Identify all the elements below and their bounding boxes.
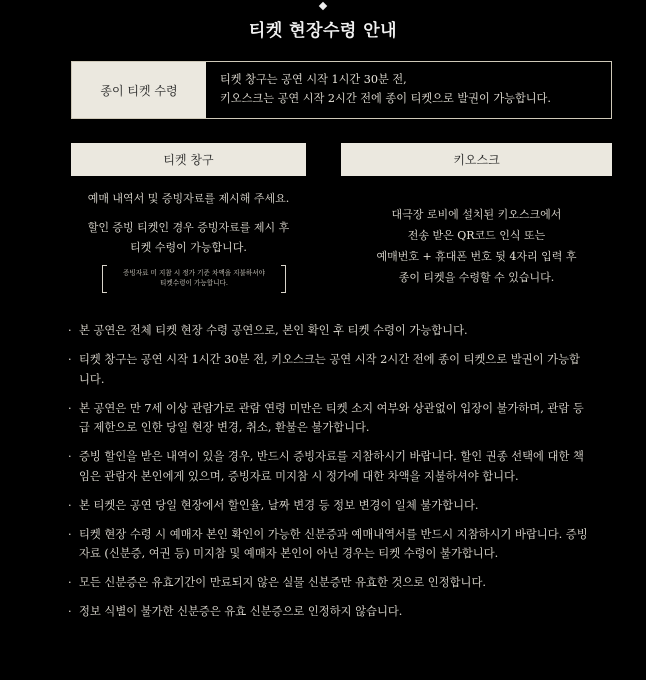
- discount-line: 할인 증빙 티켓인 경우 증빙자료를 제시 후: [87, 221, 290, 234]
- ticket-counter-heading: 티켓 창구: [71, 143, 306, 176]
- bracket-note-line: 증빙자료 미 지참 시 정가 기준 차액을 지불하셔야: [122, 269, 266, 277]
- notice-item: · 본 공연은 만 7세 이상 관람가로 관람 연령 미만은 티켓 소지 여부와 상관없이 입장이 불가하며, 관람 등급 제한으로 인한 당일 현장 변경, 취소, 환불은 불가합니다.: [68, 399, 588, 438]
- kiosk-line: 종이 티켓을 수령할 수 있습니다.: [398, 271, 555, 284]
- kiosk-instructions: [341, 204, 612, 288]
- summary-line: 티켓 창구는 공연 시작 1시간 30분 전,: [220, 73, 407, 86]
- diamond-ornament-icon: [319, 2, 327, 10]
- discount-line: 티켓 수령이 가능합니다.: [130, 241, 247, 254]
- notice-item: · 증빙 할인을 받은 내역이 있을 경우, 반드시 증빙자료를 지참하시기 바랍니다. 할인 권종 선택에 대한 책임은 관람자 본인에게 있으며, 증빙자료 미지참 시 정가에 대한 차액을 지불하셔야 합니다.: [68, 447, 588, 486]
- notice-list: [68, 321, 588, 631]
- left-bracket: [102, 265, 107, 293]
- summary-line: 키오스크는 공연 시작 2시간 전에 종이 티켓으로 발권이 가능합니다.: [220, 92, 551, 105]
- kiosk-heading: 키오스크: [341, 143, 612, 176]
- notice-item: · 본 공연은 전체 티켓 현장 수령 공연으로, 본인 확인 후 티켓 수령이 가능합니다.: [68, 321, 588, 341]
- right-bracket: [281, 265, 286, 293]
- bracket-note-line: 티켓수령이 가능합니다.: [160, 279, 228, 287]
- ticket-counter-instruction: 예매 내역서 및 증빙자료를 제시해 주세요.: [87, 192, 290, 205]
- kiosk-line: 전송 받은 QR코드 인식 또는: [407, 229, 546, 242]
- summary-text: [206, 62, 611, 118]
- summary-label: 종이 티켓 수령: [72, 62, 206, 118]
- notice-item: · 티켓 창구는 공연 시작 1시간 30분 전, 키오스크는 공연 시작 2시간 전에 종이 티켓으로 발권이 가능합니다.: [68, 350, 588, 389]
- page-title: 티켓 현장수령 안내: [248, 21, 398, 41]
- notice-item: · 정보 식별이 불가한 신분증은 유효 신분증으로 인정하지 않습니다.: [68, 602, 588, 622]
- notice-item: · 모든 신분증은 유효기간이 만료되지 않은 실물 신분증만 유효한 것으로 인정합니다.: [68, 573, 588, 593]
- notice-item: · 티켓 현장 수령 시 예매자 본인 확인이 가능한 신분증과 예매내역서를 반드시 지참하시기 바랍니다. 증빙자료 (신분증, 여권 등) 미지참 및 예매자 본인이 아닌 경우는 티켓 수령이 불가합니다.: [68, 525, 588, 564]
- bracket-note: [102, 265, 286, 293]
- ticket-counter-discount-info: [71, 218, 306, 258]
- kiosk-line: 대극장 로비에 설치된 키오스크에서: [391, 208, 562, 221]
- paper-ticket-summary: [71, 61, 612, 119]
- kiosk-line: 예매번호 + 휴대폰 번호 뒷 4자리 입력 후: [376, 250, 577, 263]
- notice-item: · 본 티켓은 공연 당일 현장에서 할인율, 날짜 변경 등 정보 변경이 일체 불가합니다.: [68, 496, 588, 516]
